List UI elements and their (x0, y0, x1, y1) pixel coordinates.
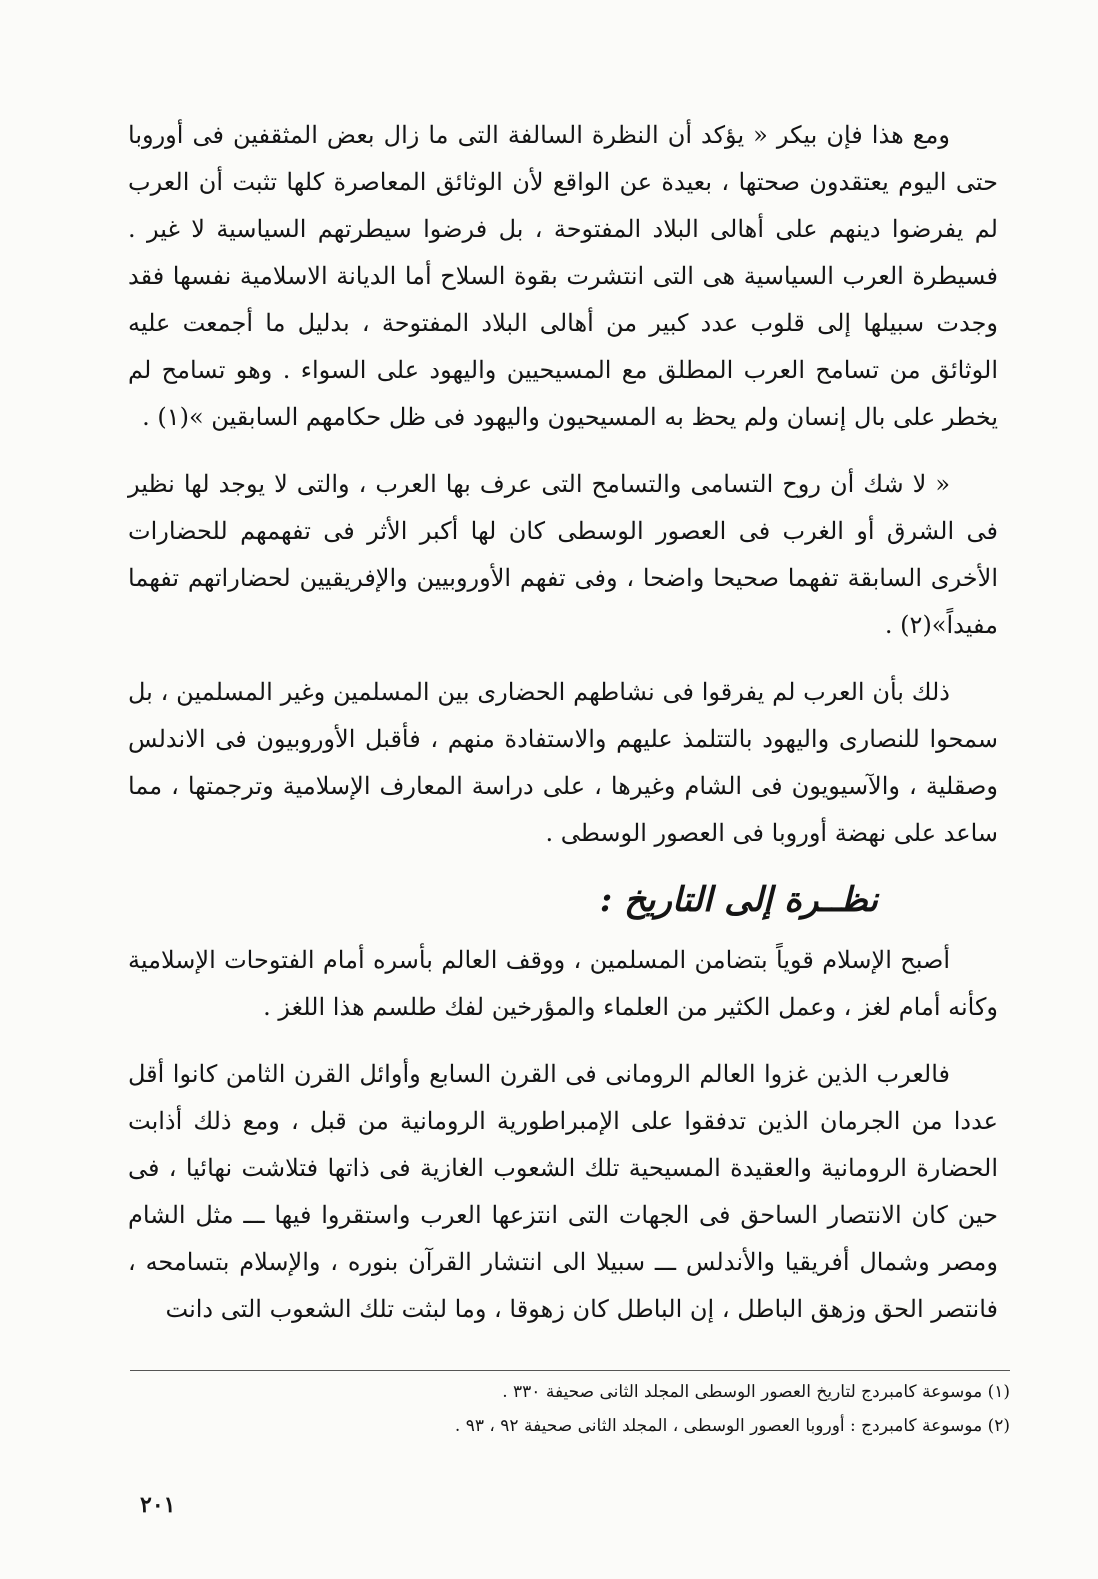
paragraph-arab-conquests: فالعرب الذين غزوا العالم الرومانى فى القرن السابع وأوائل القرن الثامن كانوا أقل عددا من الجرمان الذين تدفقوا على الإمبراطورية الرومانية من قبل ، ومع ذلك أذابت الحضارة الرومانية والعقيدة المسيحية تلك الشعوب الغازية فى ذاتها فتلاشت نهائيا ، فى حين كان الانتصار الساحق فى الجهات التى انتزعها العرب واستقروا فيها ـــ مثل الشام ومصر وشمال أفريقيا والأندلس ـــ سبيلا الى انتشار القرآن بنوره ، والإسلام بتسامحه ، فانتصر الحق وزهق الباطل ، إن الباطل كان زهوقا ، وما لبثت تلك الشعوب التى دانت (128, 1060, 998, 1323)
paragraph-becker-quote: ومع هذا فإن بيكر « يؤكد أن النظرة السالفة التى ما زال بعض المثقفين فى أوروبا حتى اليوم يعتقدون صحتها ، بعيدة عن الواقع لأن الوثائق المعاصرة كلها تثبت أن العرب لم يفرضوا دينهم على أهالى البلاد المفتوحة ، بل فرضوا سيطرتهم السياسية لا غير . فسيطرة العرب السياسية هى التى انتشرت بقوة السلاح أما الديانة الاسلامية نفسها فقد وجدت سبيلها إلى قلوب عدد كبير من أهالى البلاد المفتوحة ، بدليل ما أجمعت عليه الوثائق من تسامح العرب المطلق مع المسيحيين واليهود على السواء . وهو تسامح لم يخطر على بال إنسان ولم يحظ به المسيحيون واليهود فى ظل حكامهم السابقين »(١) . (128, 121, 998, 431)
paragraph-islam-strength: أصبح الإسلام قوياً بتضامن المسلمين ، ووقف العالم بأسره أمام الفتوحات الإسلامية وكأنه أمام لغز ، وعمل الكثير من العلماء والمؤرخين لفك طلسم هذا اللغز . (128, 946, 998, 1021)
footnotes (130, 1370, 1010, 1443)
footnote-1: (١) موسوعة كامبردج لتاريخ العصور الوسطى المجلد الثانى صحيفة ٣٣٠ . (502, 1382, 1010, 1402)
page-body (128, 112, 998, 1353)
footnote-2: (٢) موسوعة كامبردج : أوروبا العصور الوسطى ، المجلد الثانى صحيفة ٩٢ ، ٩٣ . (454, 1416, 1010, 1436)
page-number: ٢٠١ (140, 1492, 176, 1518)
paragraph-tolerance-quote: « لا شك أن روح التسامى والتسامح التى عرف بها العرب ، والتى لا يوجد لها نظير فى الشرق أو الغرب فى العصور الوسطى كان لها أكبر الأثر فى تفهمهم للحضارات الأخرى السابقة تفهما صحيحا واضحا ، وفى تفهم الأوروبيين والإفريقيين لحضاراتهم تفهما مفيداً»(٢) . (128, 470, 998, 639)
paragraph-arab-civilization: ذلك بأن العرب لم يفرقوا فى نشاطهم الحضارى بين المسلمين وغير المسلمين ، بل سمحوا للنصارى واليهود بالتتلمذ عليهم والاستفادة منهم ، فأقبل الأوروبيون فى الاندلس وصقلية ، والآسيويون فى الشام وغيرها ، على دراسة المعارف الإسلامية وترجمتها ، مما ساعد على نهضة أوروبا فى العصور الوسطى . (128, 678, 998, 847)
section-heading: نظــرة إلى التاريخ : (599, 880, 878, 920)
